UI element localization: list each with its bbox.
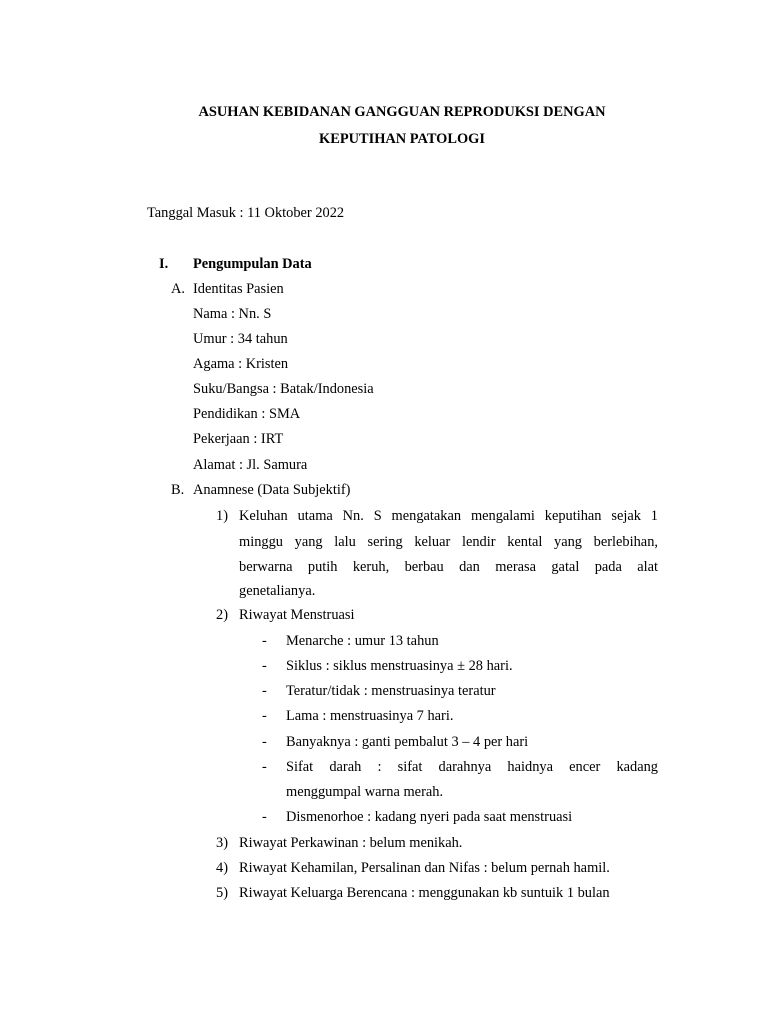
patient-religion: Agama : Kristen — [193, 356, 289, 372]
admission-date: Tanggal Masuk : 11 Oktober 2022 — [147, 205, 345, 221]
document-title-line-2: KEPUTIHAN PATOLOGI — [319, 131, 485, 147]
document-title-line-1: ASUHAN KEBIDANAN GANGGUAN REPRODUKSI DENGAN — [198, 104, 606, 120]
bullet-dash: - — [262, 633, 267, 649]
section-number: I. — [159, 256, 169, 272]
bullet-dash: - — [262, 708, 267, 724]
subsection-b-marker: B. — [171, 482, 185, 498]
subsection-a-marker: A. — [171, 281, 185, 297]
menarche-entry: Menarche : umur 13 tahun — [286, 633, 439, 649]
section-heading: Pengumpulan Data — [193, 256, 312, 272]
main-complaint-line-3: berwarna putih keruh, berbau dan merasa gatal pada alat — [239, 559, 658, 575]
bullet-dash: - — [262, 809, 267, 825]
bullet-dash: - — [262, 658, 267, 674]
patient-ethnicity: Suku/Bangsa : Batak/Indonesia — [193, 381, 374, 397]
subsection-a-heading: Identitas Pasien — [193, 281, 284, 297]
menstrual-history-heading: Riwayat Menstruasi — [239, 607, 355, 623]
patient-address: Alamat : Jl. Samura — [193, 457, 308, 473]
patient-name: Nama : Nn. S — [193, 306, 272, 322]
bullet-dash: - — [262, 683, 267, 699]
patient-occupation: Pekerjaan : IRT — [193, 431, 284, 447]
list-marker-3: 3) — [216, 835, 228, 851]
main-complaint-line-2: minggu yang lalu sering keluar lendir kental yang berlebihan, — [239, 534, 658, 550]
pregnancy-history: Riwayat Kehamilan, Persalinan dan Nifas : belum pernah hamil. — [239, 860, 610, 876]
family-planning-history: Riwayat Keluarga Berencana : menggunakan kb suntuik 1 bulan — [239, 885, 610, 901]
bullet-dash: - — [262, 734, 267, 750]
amount-entry: Banyaknya : ganti pembalut 3 – 4 per hari — [286, 734, 529, 750]
duration-entry: Lama : menstruasinya 7 hari. — [286, 708, 454, 724]
regularity-entry: Teratur/tidak : menstruasinya teratur — [286, 683, 496, 699]
main-complaint-line-4: genetalianya. — [239, 583, 316, 599]
list-marker-4: 4) — [216, 860, 228, 876]
subsection-b-heading: Anamnese (Data Subjektif) — [193, 482, 351, 498]
patient-age: Umur : 34 tahun — [193, 331, 288, 347]
blood-nature-entry-line-2: menggumpal warna merah. — [286, 784, 444, 800]
list-marker-2: 2) — [216, 607, 228, 623]
blood-nature-entry-line-1: Sifat darah : sifat darahnya haidnya encer kadang — [286, 759, 658, 775]
main-complaint-line-1: Keluhan utama Nn. S mengatakan mengalami keputihan sejak 1 — [239, 508, 658, 524]
list-marker-1: 1) — [216, 508, 228, 524]
marriage-history: Riwayat Perkawinan : belum menikah. — [239, 835, 463, 851]
cycle-entry: Siklus : siklus menstruasinya ± 28 hari. — [286, 658, 513, 674]
patient-education: Pendidikan : SMA — [193, 406, 301, 422]
bullet-dash: - — [262, 759, 267, 775]
dysmenorrhea-entry: Dismenorhoe : kadang nyeri pada saat menstruasi — [286, 809, 573, 825]
list-marker-5: 5) — [216, 885, 228, 901]
